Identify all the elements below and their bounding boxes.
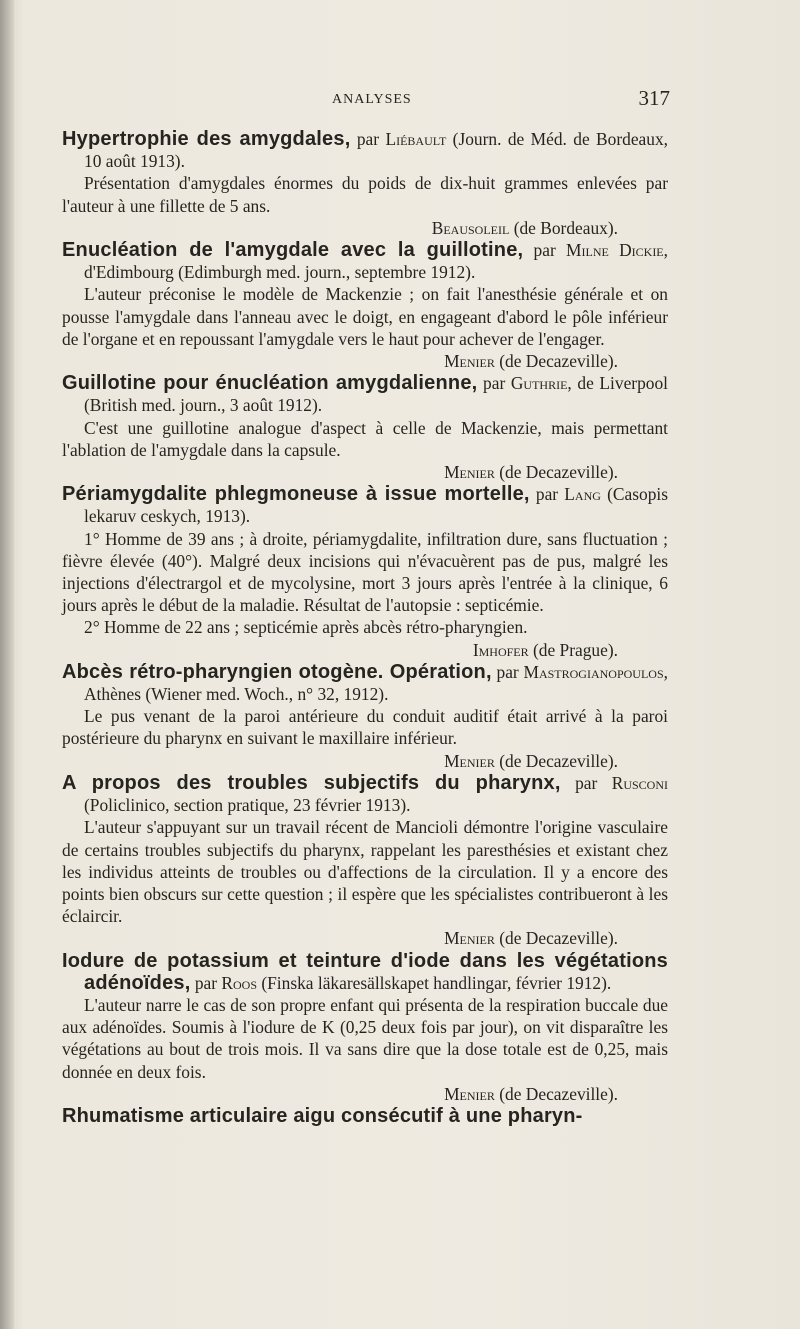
entry-paragraph: 1° Homme de 39 ans ; à droite, périamygdalite, infiltration dure, sans fluctuation ; fièvre élevée (40°). Malgré deux incisions qui n'évacuèrent pas de pus, malgré les injections d'électrargol et de mycolysine, mort 3 jours après l'entrée à la clinique, 6 jours après le début de la maladie. Résultat de l'autopsie : septicémie. (62, 528, 668, 616)
entry-source: , d'Edimbourg (Edimburgh med. journ., septembre 1912). (84, 240, 668, 283)
entry-heading (62, 661, 668, 705)
entry-title: Hypertrophie des amygdales, (62, 128, 351, 150)
entry-author: Guthrie (510, 373, 568, 394)
entry-paragraph: Le pus venant de la paroi antérieure du conduit auditif était arrivé à la paroi postérieure du pharynx en suivant le maxillaire inférieur. (62, 706, 668, 749)
reviewer-place: (de Decazeville). (494, 928, 618, 949)
entry-title: Rhumatisme articulaire aigu consécutif à une pharyn- (62, 1104, 583, 1127)
abstract-entry (62, 483, 668, 661)
reviewer-name: Menier (444, 928, 495, 949)
reviewer-place: (de Decazeville). (494, 1083, 618, 1104)
entry-heading (62, 239, 668, 283)
reviewer-name: Imhofer (472, 639, 529, 660)
abstract-entry (62, 239, 668, 372)
entry-source: (Journ. de Méd. de Bordeaux, 10 août 1913). (84, 129, 669, 172)
entry-by: par (529, 484, 565, 505)
entry-paragraph: Présentation d'amygdales énormes du poids de dix-huit grammes enlevées par l'auteur à une fillette de 5 ans. (62, 173, 668, 216)
abstract-entry (62, 661, 668, 772)
entry-reviewer (62, 350, 668, 372)
entry-by: par (350, 129, 386, 149)
page-header (62, 88, 670, 114)
entry-paragraph: 2° Homme de 22 ans ; septicémie après abcès rétro-pharyngien. (84, 617, 528, 638)
abstract-entry (62, 1105, 668, 1127)
entry-title: Iodure de potassium et teinture d'iode dans les végétations adénoïdes, (62, 949, 668, 994)
entry-heading (62, 950, 668, 994)
entry-source: , Athènes (Wiener med. Woch., n° 32, 1912). (84, 661, 668, 705)
entry-title: Abcès rétro-pharyngien otogène. Opération, (62, 660, 492, 683)
page-binding-edge (0, 0, 14, 1329)
entry-by: par (190, 972, 222, 993)
abstract-entry (62, 950, 668, 1105)
entry-author: Rusconi (611, 772, 668, 793)
reviewer-name: Menier (444, 351, 495, 372)
reviewer-place: (de Bordeaux). (509, 217, 618, 238)
reviewer-place: (de Decazeville). (494, 462, 618, 483)
entry-author: Liébault (385, 129, 447, 149)
entry-paragraph: L'auteur narre le cas de son propre enfant qui présenta de la respiration buccale due aux adénoïdes. Soumis à l'iodure de K (0,25 deux fois par jour), on vit disparaître les végétations au bout de trois mois. Il va sans dire que la dose totale est de 0,25, mais donnée en deux fois. (62, 994, 668, 1082)
reviewer-place: (de Prague). (528, 639, 618, 660)
entry-heading (62, 372, 668, 416)
entry-by: par (477, 373, 511, 394)
entry-by: par (491, 661, 524, 682)
entry-reviewer (62, 217, 668, 239)
abstract-entry (62, 772, 668, 950)
entry-reviewer (62, 750, 668, 772)
entry-heading (62, 483, 668, 527)
reviewer-place: (de Decazeville). (494, 351, 618, 372)
entry-title: A propos des troubles subjectifs du pharynx, (62, 771, 561, 794)
abstract-entry (62, 128, 668, 239)
entry-title: Guillotine pour énucléation amygdalienne, (62, 372, 478, 395)
entry-reviewer (62, 461, 668, 483)
entry-title: Enucléation de l'amygdale avec la guillotine, (62, 239, 524, 262)
entry-source: , de Liverpool (British med. journ., 3 août 1912). (84, 373, 668, 416)
reviewer-name: Menier (444, 750, 495, 771)
entry-reviewer (62, 927, 668, 949)
entry-author: Milne Dickie (566, 240, 664, 261)
running-head: ANALYSES (332, 92, 412, 107)
entry-paragraph: L'auteur préconise le modèle de Mackenzie ; on fait l'anesthésie générale et on pousse l'amygdale dans l'anneau avec le doigt, en engageant d'abord le pôle inférieur de l'organe et en repoussant l'amygdale vers le haut pour achever de l'engager. (62, 284, 668, 349)
entry-title: Périamygdalite phlegmoneuse à issue mortelle, (62, 483, 530, 506)
entry-source: (Casopis lekaruv ceskych, 1913). (84, 484, 668, 527)
entry-heading (62, 772, 668, 816)
entry-heading (62, 1105, 668, 1127)
entry-paragraph: C'est une guillotine analogue d'aspect à celle de Mackenzie, mais permettant l'ablation de l'amygdale dans la capsule. (62, 417, 668, 460)
entry-heading (62, 128, 668, 172)
entry-author: Roos (221, 972, 257, 993)
entry-author: Mastrogianopoulos (523, 661, 664, 682)
entry-by: par (560, 772, 612, 793)
entry-source: (Policlinico, section pratique, 23 février 1913). (84, 795, 411, 816)
article-column (62, 128, 668, 1127)
page-number: 317 (638, 86, 670, 110)
reviewer-name: Menier (444, 462, 495, 483)
entry-reviewer (62, 1083, 668, 1105)
reviewer-name: Menier (444, 1083, 495, 1104)
entry-paragraph: L'auteur s'appuyant sur un travail récent de Mancioli démontre l'origine vasculaire de certains troubles subjectifs du pharynx, rappelant les paresthésies et existant chez les individus atteints de troubles ou d'affections de la circulation. Il y a encore des points bien obscurs sur cette question ; il espère que les spécialistes contribueront à les éclaircir. (62, 817, 668, 927)
abstract-entry (62, 372, 668, 483)
entry-source: (Finska läkaresällskapet handlingar, février 1912). (257, 972, 612, 993)
reviewer-name: Beausoleil (431, 217, 510, 238)
entry-by: par (523, 240, 567, 261)
entry-reviewer (62, 639, 668, 661)
entry-author: Lang (564, 484, 601, 505)
reviewer-place: (de Decazeville). (494, 750, 618, 771)
